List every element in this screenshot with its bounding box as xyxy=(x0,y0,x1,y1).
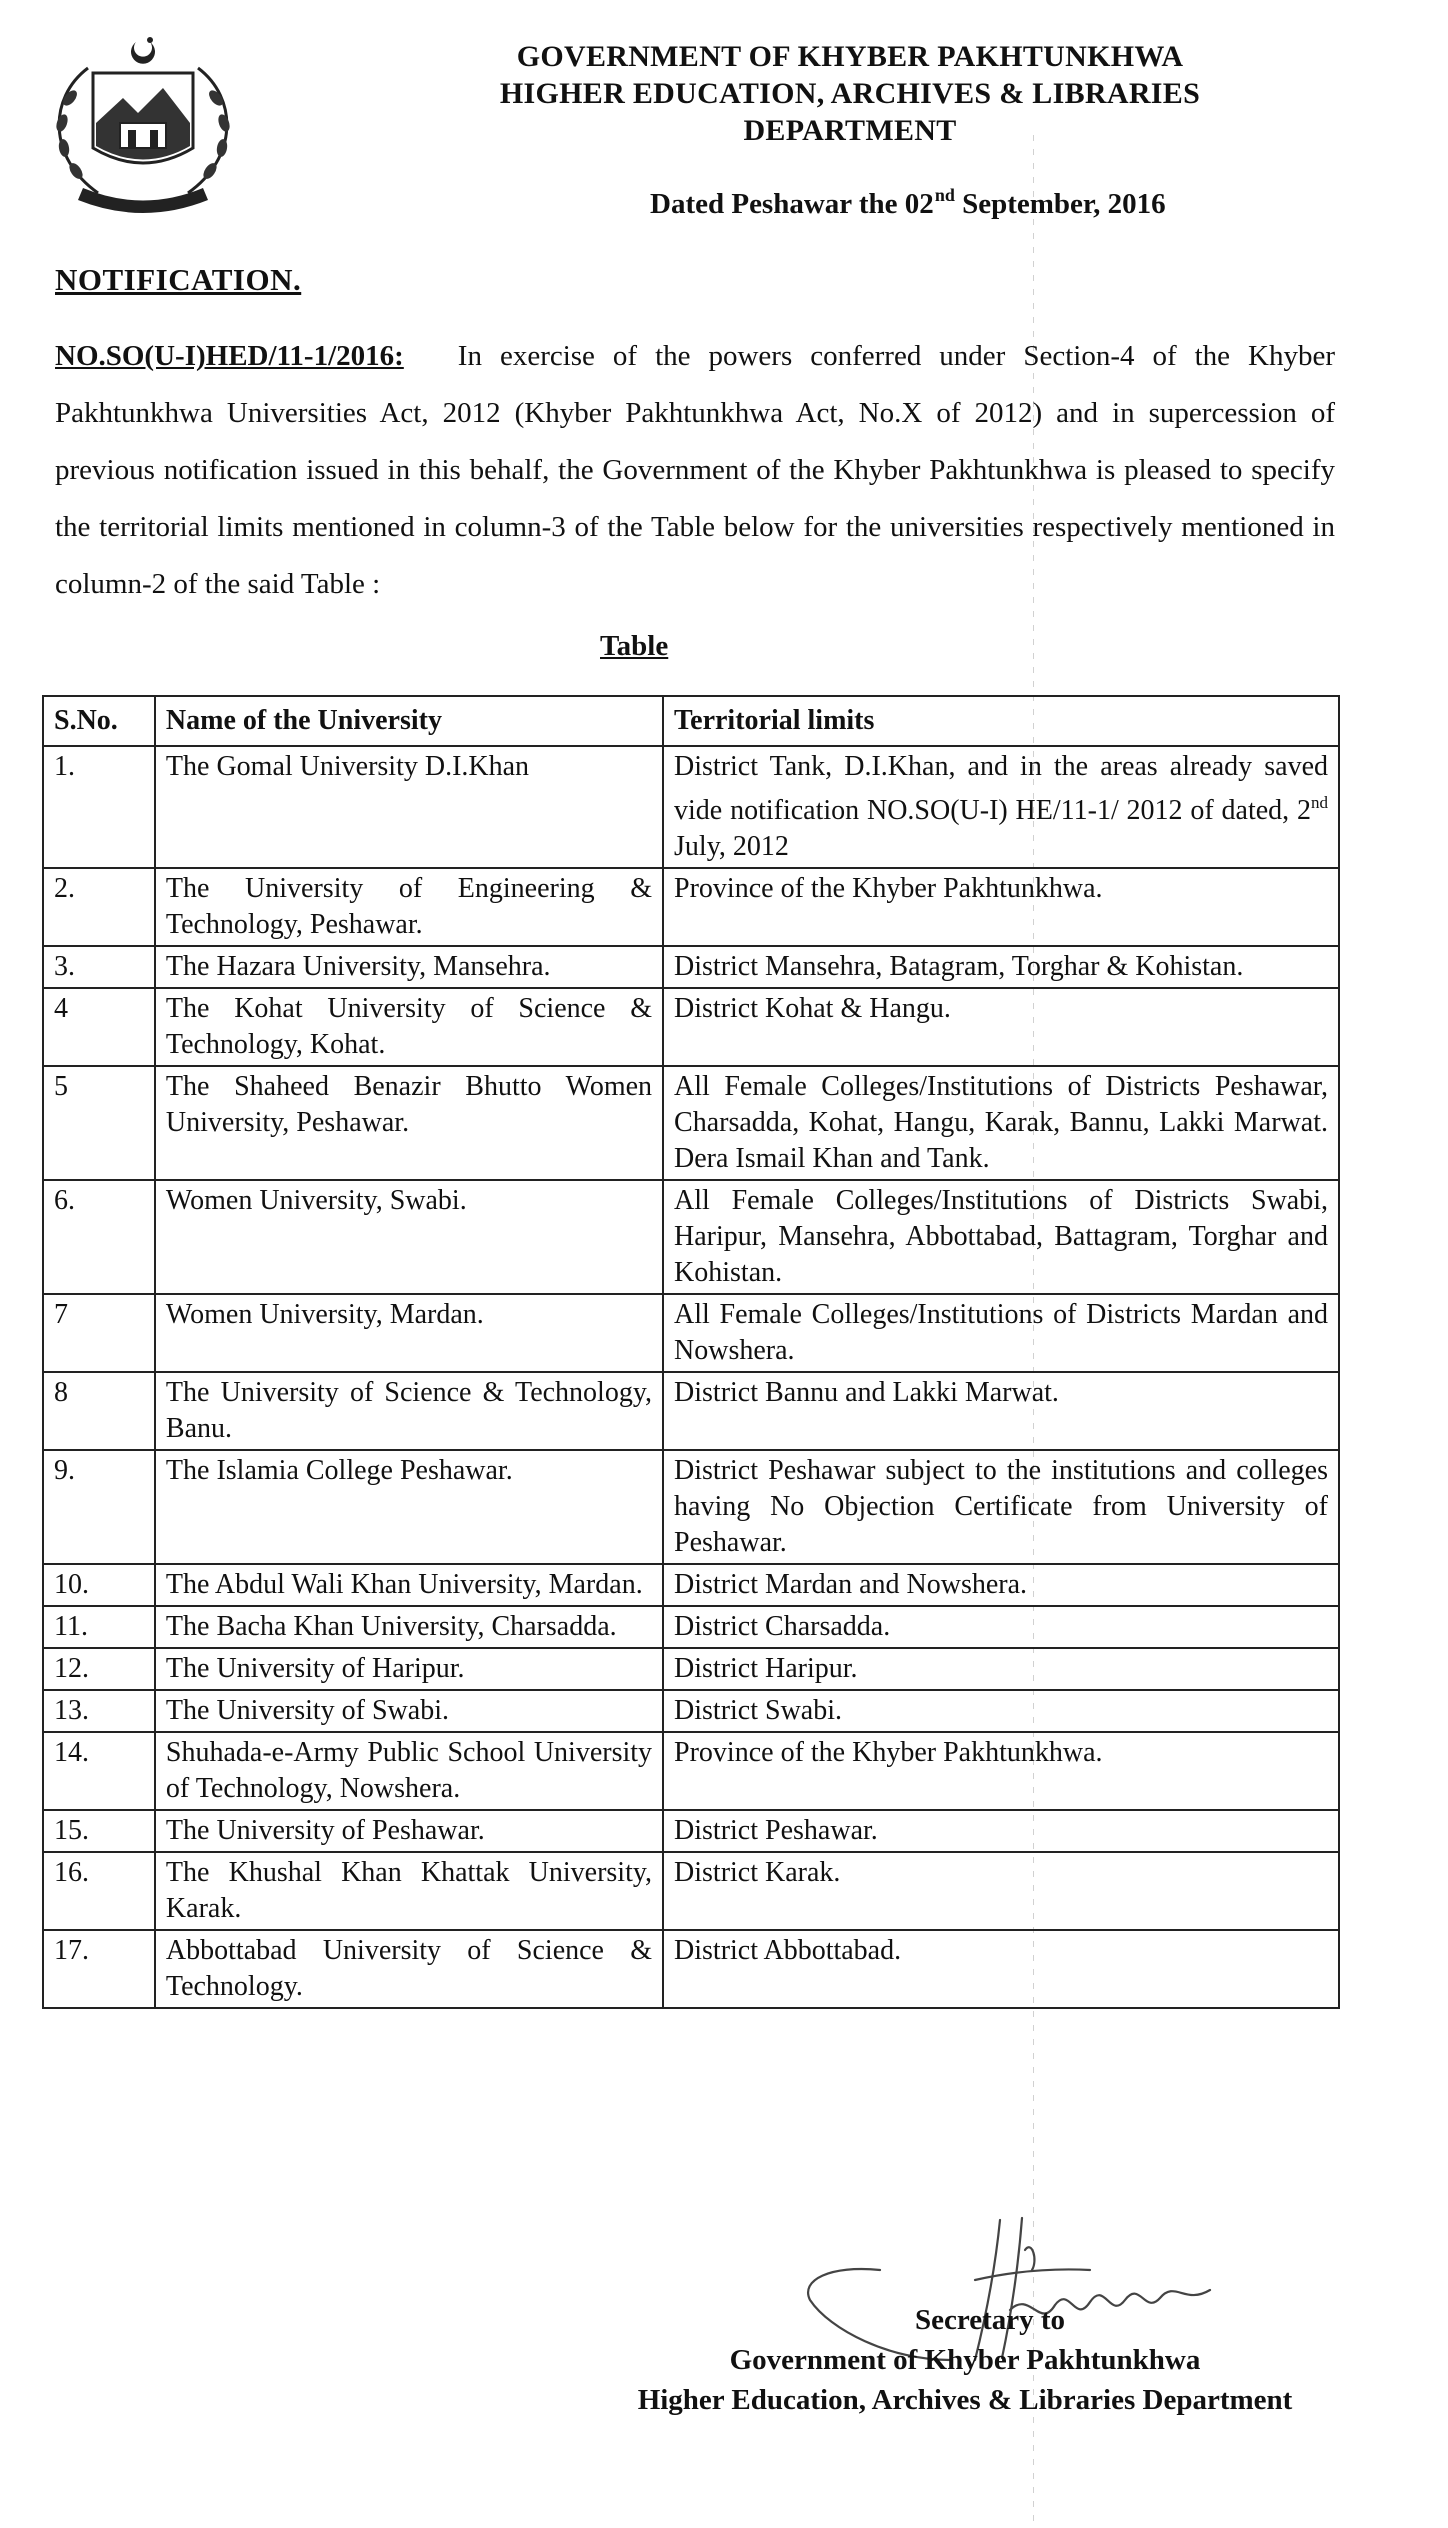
row-sno: 9. xyxy=(43,1450,155,1564)
row-university-name: The Bacha Khan University, Charsadda. xyxy=(155,1606,663,1648)
dated-prefix: Dated Peshawar the 02 xyxy=(650,188,934,220)
table-row xyxy=(43,1810,1339,1852)
row-university-name: Abbottabad University of Science & Technology. xyxy=(155,1930,663,2008)
row-university-name: The Shaheed Benazir Bhutto Women University, Peshawar. xyxy=(155,1066,663,1180)
limits-tail: July, 2012 xyxy=(674,831,789,862)
table-title: Table xyxy=(600,630,669,662)
row-university-name: The Gomal University D.I.Khan xyxy=(155,746,663,868)
department-header xyxy=(400,38,1300,149)
row-sno: 5 xyxy=(43,1066,155,1180)
table-row xyxy=(43,1732,1339,1810)
row-university-name: The Hazara University, Mansehra. xyxy=(155,946,663,988)
row-territorial-limits xyxy=(663,746,1339,868)
header-line-1: GOVERNMENT OF KHYBER PAKHTUNKHWA xyxy=(516,40,1184,73)
notification-body xyxy=(55,328,1335,613)
limits-text: District Tank, D.I.Khan, and in the areas already saved vide notification NO.SO(U-I) HE/11-1/ 2012 of dated, 2 xyxy=(674,751,1328,826)
row-territorial-limits: District Haripur. xyxy=(663,1648,1339,1690)
table-row xyxy=(43,1066,1339,1180)
dated-line xyxy=(650,185,1166,221)
row-sno: 14. xyxy=(43,1732,155,1810)
notification-reference: NO.SO(U-I)HED/11-1/2016: xyxy=(55,340,404,372)
table-row xyxy=(43,988,1339,1066)
header-territorial-limits: Territorial limits xyxy=(663,696,1339,746)
table-row xyxy=(43,1690,1339,1732)
row-university-name: Shuhada-e-Army Public School University of Technology, Nowshera. xyxy=(155,1732,663,1810)
row-university-name: Women University, Swabi. xyxy=(155,1180,663,1294)
row-sno: 17. xyxy=(43,1930,155,2008)
header-sno: S.No. xyxy=(43,696,155,746)
header-university-name: Name of the University xyxy=(155,696,663,746)
row-territorial-limits: District Karak. xyxy=(663,1852,1339,1930)
row-university-name: The Islamia College Peshawar. xyxy=(155,1450,663,1564)
row-university-name: The Kohat University of Science & Technology, Kohat. xyxy=(155,988,663,1066)
row-university-name: The Abdul Wali Khan University, Mardan. xyxy=(155,1564,663,1606)
row-territorial-limits: All Female Colleges/Institutions of Districts Swabi, Haripur, Mansehra, Abbottabad, Battagram, Torghar and Kohistan. xyxy=(663,1180,1339,1294)
row-territorial-limits: District Abbottabad. xyxy=(663,1930,1339,2008)
row-sno: 1. xyxy=(43,746,155,868)
table-row xyxy=(43,1180,1339,1294)
table-row xyxy=(43,1606,1339,1648)
row-territorial-limits: Province of the Khyber Pakhtunkhwa. xyxy=(663,1732,1339,1810)
row-sno: 2. xyxy=(43,868,155,946)
table-row xyxy=(43,1294,1339,1372)
notification-text: In exercise of the powers conferred under Section-4 of the Khyber Pakhtunkhwa Universities Act, 2012 (Khyber Pakhtunkhwa Act, No.X of 2012) and in supercession of previous notification issued in this behalf, the Government of the Khyber Pakhtunkhwa is pleased to specify the territorial limits mentioned in column-3 of the Table below for the universities respectively mentioned in column-2 of the said Table : xyxy=(55,340,1336,600)
header-line-3: DEPARTMENT xyxy=(743,114,957,147)
row-territorial-limits: District Swabi. xyxy=(663,1690,1339,1732)
table-row xyxy=(43,746,1339,868)
signature-block xyxy=(585,2300,1345,2420)
table-row xyxy=(43,1648,1339,1690)
row-territorial-limits: All Female Colleges/Institutions of Districts Mardan and Nowshera. xyxy=(663,1294,1339,1372)
table-row xyxy=(43,946,1339,988)
table-header-row xyxy=(43,696,1339,746)
row-sno: 6. xyxy=(43,1180,155,1294)
signatory-government: Government of Khyber Pakhtunkhwa xyxy=(729,2344,1201,2376)
row-university-name: The University of Haripur. xyxy=(155,1648,663,1690)
table-row xyxy=(43,1564,1339,1606)
row-sno: 11. xyxy=(43,1606,155,1648)
row-sno: 13. xyxy=(43,1690,155,1732)
row-university-name: The University of Peshawar. xyxy=(155,1810,663,1852)
table-row xyxy=(43,1372,1339,1450)
row-territorial-limits: District Bannu and Lakki Marwat. xyxy=(663,1372,1339,1450)
table-row xyxy=(43,1930,1339,2008)
row-university-name: The Khushal Khan Khattak University, Karak. xyxy=(155,1852,663,1930)
row-territorial-limits: District Kohat & Hangu. xyxy=(663,988,1339,1066)
dated-suffix: September, 2016 xyxy=(954,188,1166,220)
row-university-name: The University of Swabi. xyxy=(155,1690,663,1732)
signatory-department: Higher Education, Archives & Libraries Department xyxy=(637,2384,1293,2416)
universities-table xyxy=(42,695,1340,2009)
signatory-designation: Secretary to xyxy=(915,2304,1066,2336)
row-territorial-limits: District Mardan and Nowshera. xyxy=(663,1564,1339,1606)
row-territorial-limits: District Peshawar subject to the institutions and colleges having No Objection Certificate from University of Peshawar. xyxy=(663,1450,1339,1564)
row-sno: 10. xyxy=(43,1564,155,1606)
row-territorial-limits: District Mansehra, Batagram, Torghar & Kohistan. xyxy=(663,946,1339,988)
header-line-2: HIGHER EDUCATION, ARCHIVES & LIBRARIES xyxy=(499,77,1201,110)
row-sno: 12. xyxy=(43,1648,155,1690)
row-territorial-limits: District Charsadda. xyxy=(663,1606,1339,1648)
row-territorial-limits: District Peshawar. xyxy=(663,1810,1339,1852)
row-sno: 15. xyxy=(43,1810,155,1852)
row-sno: 8 xyxy=(43,1372,155,1450)
table-row xyxy=(43,1852,1339,1930)
row-sno: 7 xyxy=(43,1294,155,1372)
row-university-name: The University of Science & Technology, Banu. xyxy=(155,1372,663,1450)
limits-superscript: nd xyxy=(1311,793,1328,812)
row-territorial-limits: All Female Colleges/Institutions of Districts Peshawar, Charsadda, Kohat, Hangu, Karak, Bannu, Lakki Marwat. Dera Ismail Khan and Tank. xyxy=(663,1066,1339,1180)
row-sno: 4 xyxy=(43,988,155,1066)
row-university-name: Women University, Mardan. xyxy=(155,1294,663,1372)
table-row xyxy=(43,1450,1339,1564)
dated-superscript: nd xyxy=(934,185,955,205)
row-university-name: The University of Engineering & Technology, Peshawar. xyxy=(155,868,663,946)
row-sno: 3. xyxy=(43,946,155,988)
row-sno: 16. xyxy=(43,1852,155,1930)
row-territorial-limits: Province of the Khyber Pakhtunkhwa. xyxy=(663,868,1339,946)
notification-title: NOTIFICATION. xyxy=(55,262,302,297)
table-row xyxy=(43,868,1339,946)
government-emblem-icon xyxy=(28,28,258,218)
